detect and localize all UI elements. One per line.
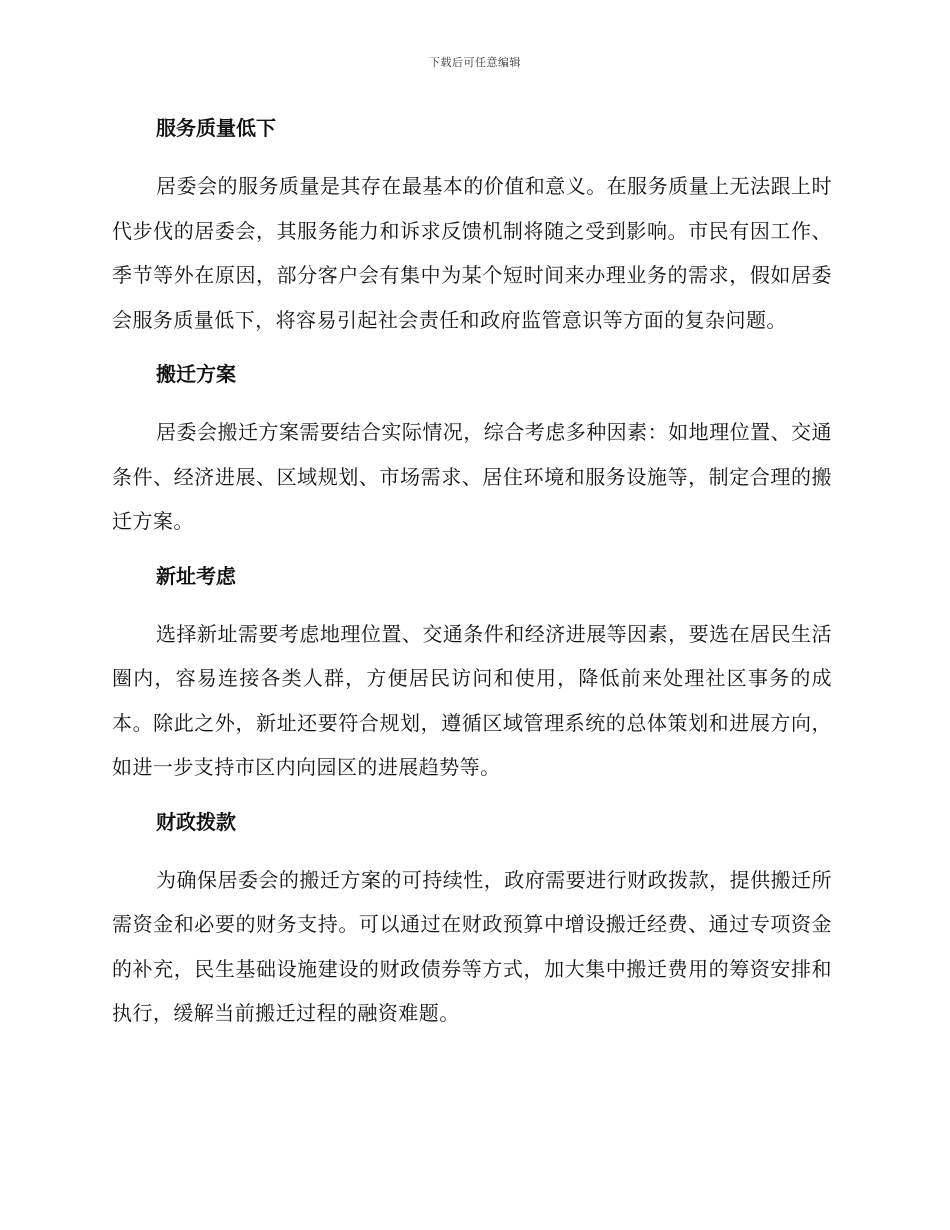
- section-new-site: [112, 554, 832, 790]
- section-paragraph: 居委会的服务质量是其存在最基本的价值和意义。在服务质量上无法跟上时代步伐的居委会，其服务能力和诉求反馈机制将随之受到影响。市民有因工作、季节等外在原因，部分客户会有集中为某个短时间来办理业务的需求，假如居委会服务质量低下，将容易引起社会责任和政府监管意识等方面的复杂问题。: [112, 174, 832, 332]
- section-service-quality: [112, 106, 832, 342]
- section-title: 搬迁方案: [156, 362, 236, 386]
- section-relocation-plan: [112, 352, 832, 544]
- section-title: 服务质量低下: [156, 116, 276, 140]
- document-body: [112, 106, 832, 1046]
- section-title: 财政拨款: [156, 809, 236, 834]
- section-funding: [112, 800, 832, 1036]
- section-paragraph: 选择新址需要考虑地理位置、交通条件和经济进展等因素，要选在居民生活圈内，容易连接各类人群，方便居民访问和使用，降低前来处理社区事务的成本。除此之外，新址还要符合规划，遵循区域管理系统的总体策划和进展方向，如进一步支持市区内向园区的进展趋势等。: [112, 621, 832, 779]
- section-paragraph: 为确保居委会的搬迁方案的可持续性，政府需要进行财政拨款，提供搬迁所需资金和必要的财务支持。可以通过在财政预算中增设搬迁经费、通过专项资金的补充，民生基础设施建设的财政债券等方式，加大集中搬迁费用的筹资安排和执行，缓解当前搬迁过程的融资难题。: [112, 867, 832, 1025]
- page-header: 下载后可任意编辑: [429, 56, 521, 69]
- section-paragraph: 居委会搬迁方案需要结合实际情况，综合考虑多种因素：如地理位置、交通条件、经济进展、区域规划、市场需求、居住环境和服务设施等，制定合理的搬迁方案。: [112, 420, 832, 533]
- section-title: 新址考虑: [156, 563, 236, 588]
